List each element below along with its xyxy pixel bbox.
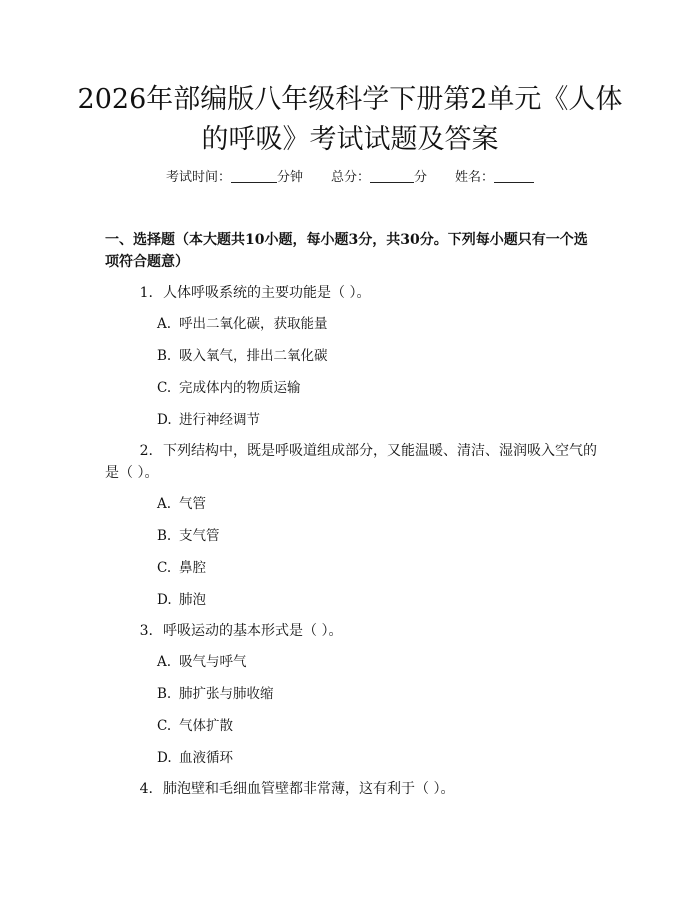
question-number: 3. — [139, 623, 153, 639]
option-letter: C. — [157, 380, 172, 396]
question-4 — [105, 778, 600, 800]
question-text: 呼吸运动的基本形式是（ ）。 — [163, 623, 343, 639]
option-1b[interactable] — [157, 346, 328, 366]
question-3 — [105, 620, 600, 642]
option-letter: A. — [157, 496, 172, 512]
option-letter: B. — [157, 348, 172, 364]
question-text: 肺泡壁和毛细血管壁都非常薄，这有利于（ ）。 — [163, 781, 455, 797]
time-blank[interactable] — [231, 168, 277, 183]
score-unit: 分 — [414, 170, 428, 185]
option-letter: B. — [157, 528, 172, 544]
time-label: 考试时间： — [165, 170, 231, 185]
score-label: 总分： — [330, 170, 370, 185]
option-letter: D. — [157, 750, 172, 766]
option-1d[interactable] — [157, 410, 260, 430]
option-text: 血液循环 — [179, 750, 233, 766]
option-3c[interactable] — [157, 716, 233, 736]
option-letter: D. — [157, 592, 172, 608]
question-2 — [105, 440, 600, 484]
option-2d[interactable] — [157, 590, 206, 610]
name-blank[interactable] — [494, 168, 534, 183]
question-1 — [105, 282, 600, 304]
option-text: 肺泡 — [179, 592, 206, 608]
option-text: 吸气与呼气 — [179, 654, 247, 670]
option-1a[interactable] — [157, 314, 328, 334]
option-2c[interactable] — [157, 558, 206, 578]
option-text: 气体扩散 — [179, 718, 233, 734]
question-number: 4. — [139, 781, 153, 797]
option-3a[interactable] — [157, 652, 247, 672]
question-text: 人体呼吸系统的主要功能是（ ）。 — [163, 285, 371, 301]
option-text: 吸入氧气，排出二氧化碳 — [179, 348, 328, 364]
option-text: 完成体内的物质运输 — [179, 380, 301, 396]
option-3d[interactable] — [157, 748, 233, 768]
option-2a[interactable] — [157, 494, 206, 514]
time-unit: 分钟 — [276, 170, 303, 185]
option-letter: B. — [157, 686, 172, 702]
option-text: 气管 — [179, 496, 206, 512]
option-letter: C. — [157, 718, 172, 734]
name-label: 姓名： — [455, 170, 495, 185]
exam-meta-line — [0, 168, 700, 188]
score-blank[interactable] — [370, 168, 414, 183]
option-text: 支气管 — [179, 528, 220, 544]
section-heading: 一、选择题（本大题共10小题，每小题3分，共30分。下列每小题只有一个选项符合题意） — [105, 232, 588, 270]
option-1c[interactable] — [157, 378, 301, 398]
option-text: 呼出二氧化碳，获取能量 — [179, 316, 328, 332]
document-title: 2026年部编版八年级科学下册第2单元《人体的呼吸》考试试题及答案 — [77, 84, 623, 155]
option-2b[interactable] — [157, 526, 220, 546]
option-text: 肺扩张与肺收缩 — [179, 686, 274, 702]
question-number: 1. — [139, 285, 153, 301]
option-text: 鼻腔 — [179, 560, 206, 576]
option-letter: A. — [157, 654, 172, 670]
option-text: 进行神经调节 — [179, 412, 260, 428]
option-letter: C. — [157, 560, 172, 576]
option-letter: D. — [157, 412, 172, 428]
option-3b[interactable] — [157, 684, 274, 704]
option-letter: A. — [157, 316, 172, 332]
question-number: 2. — [139, 443, 153, 459]
question-text: 下列结构中，既是呼吸道组成部分，又能温暖、清洁、湿润吸入空气的是（ ）。 — [105, 443, 597, 481]
